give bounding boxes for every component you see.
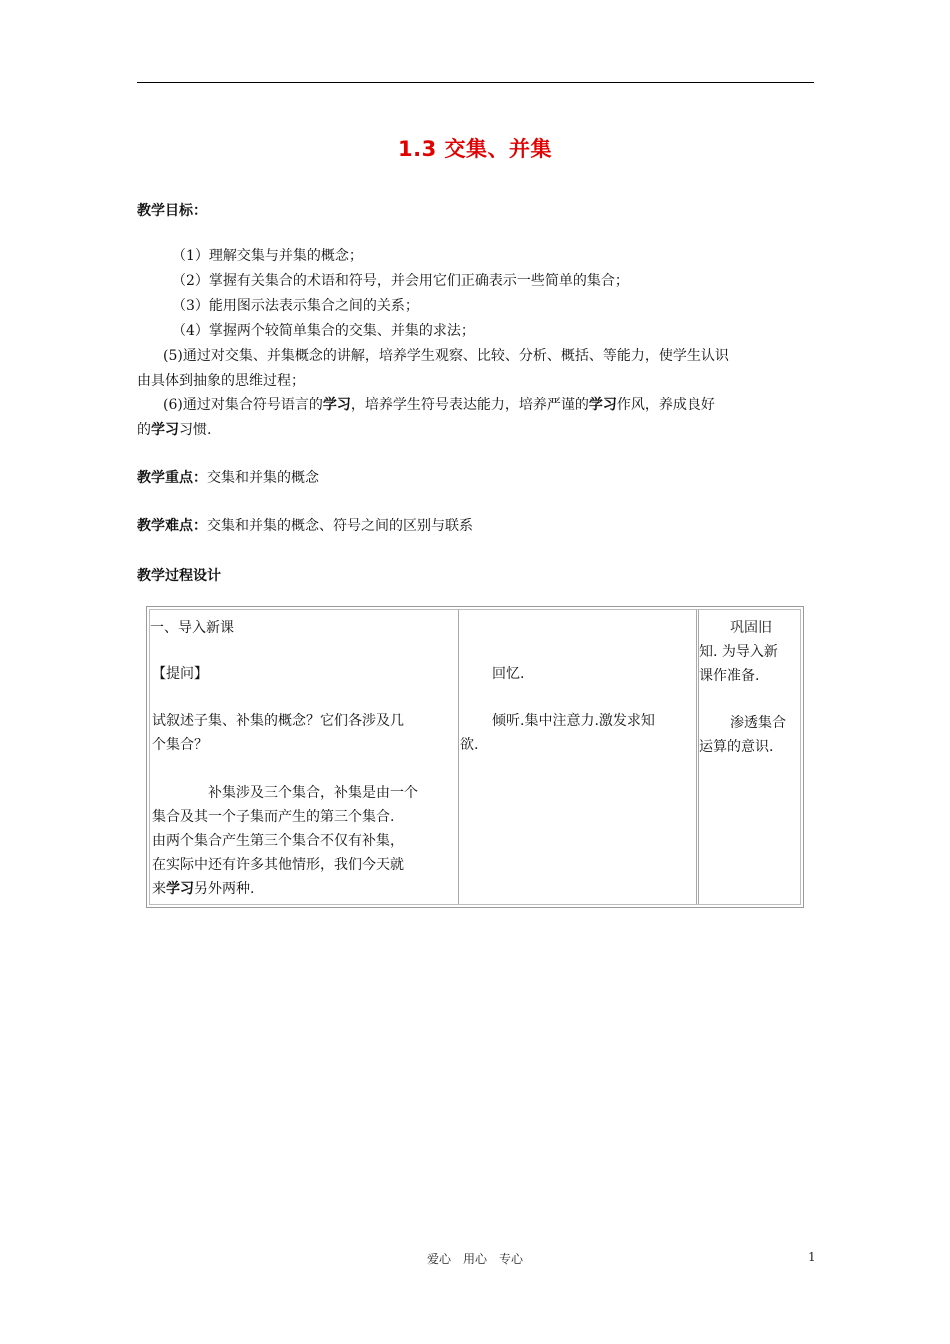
page-number: 1: [808, 1250, 816, 1264]
paragraph-text: 来: [152, 881, 166, 897]
process-table: [146, 606, 804, 908]
difficulty-label: 教学难点：: [137, 518, 207, 534]
key-point-label: 教学重点：: [137, 470, 207, 486]
paragraph-line-2: 集合及其一个子集而产生的第三个集合.: [152, 809, 395, 825]
listen-line-2: 欲.: [460, 737, 479, 753]
objective-6-line1: [163, 396, 715, 414]
objective-6-text: 的: [137, 422, 151, 438]
key-point-text: 交集和并集的概念: [207, 470, 319, 486]
table-inner-border: [149, 609, 801, 905]
key-point: [137, 469, 319, 487]
page-footer: 爱心 用心 专心: [426, 1252, 523, 1266]
listen-line-1: 倾听.集中注意力.激发求知: [492, 713, 655, 729]
question-line-2: 个集合？: [152, 737, 208, 753]
purpose-b-line-1: 渗透集合: [730, 715, 786, 731]
purpose-a-line-2: 知. 为导入新: [699, 644, 778, 660]
question-line-1: 试叙述子集、补集的概念？它们各涉及几: [152, 713, 404, 729]
table-cell-purpose: [698, 610, 800, 904]
emphasis-study: 学习: [322, 397, 351, 413]
objective-1: （1）理解交集与并集的概念；: [172, 248, 363, 264]
objective-6-line2: [137, 421, 211, 439]
objective-5-line2: 由具体到抽象的思维过程；: [137, 373, 305, 389]
table-cell-activity: [150, 610, 459, 904]
paragraph-line-1: 补集涉及三个集合，补集是由一个: [208, 785, 418, 801]
objective-6-text: 作风，养成良好: [616, 397, 715, 413]
objective-3: （3）能用图示法表示集合之间的关系；: [172, 298, 419, 314]
difficulty: [137, 517, 473, 535]
objectives-label: 教学目标：: [137, 203, 207, 219]
page-title: 1.3 交集、并集: [397, 137, 552, 161]
process-label: 教学过程设计: [137, 568, 221, 584]
emphasis-study: 学习: [151, 422, 179, 438]
objective-6-text: ，培养学生符号表达能力，培养严谨的: [350, 397, 589, 413]
purpose-b-line-2: 运算的意识.: [699, 739, 774, 755]
paragraph-line-4: 在实际中还有许多其他情形，我们今天就: [152, 857, 404, 873]
emphasis-study: 学习: [166, 881, 194, 897]
header-rule: [137, 82, 814, 83]
purpose-a-line-1: 巩固旧: [730, 620, 772, 636]
emphasis-study: 学习: [588, 397, 617, 413]
objective-6-text: (6)通过对集合符号语言的: [163, 397, 323, 413]
paragraph-text: 另外两种.: [194, 881, 255, 897]
objective-5-line1: (5)通过对交集、并集概念的讲解，培养学生观察、比较、分析、概括、等能力，使学生认识: [163, 348, 729, 364]
objective-4: （4）掌握两个较简单集合的交集、并集的求法；: [172, 323, 475, 339]
table-cell-student: [460, 610, 697, 904]
objective-2: （2）掌握有关集合的术语和符号，并会用它们正确表示一些简单的集合；: [172, 273, 629, 289]
recall-text: 回忆.: [492, 666, 525, 682]
question-tag: 【提问】: [152, 666, 208, 682]
section-heading: 一、导入新课: [150, 620, 234, 636]
paragraph-line-3: 由两个集合产生第三个集合不仅有补集，: [152, 833, 404, 849]
objective-6-text: 习惯.: [179, 422, 212, 438]
purpose-a-line-3: 课作准备.: [699, 668, 760, 684]
difficulty-text: 交集和并集的概念、符号之间的区别与联系: [207, 518, 473, 534]
paragraph-line-5: [152, 880, 254, 898]
